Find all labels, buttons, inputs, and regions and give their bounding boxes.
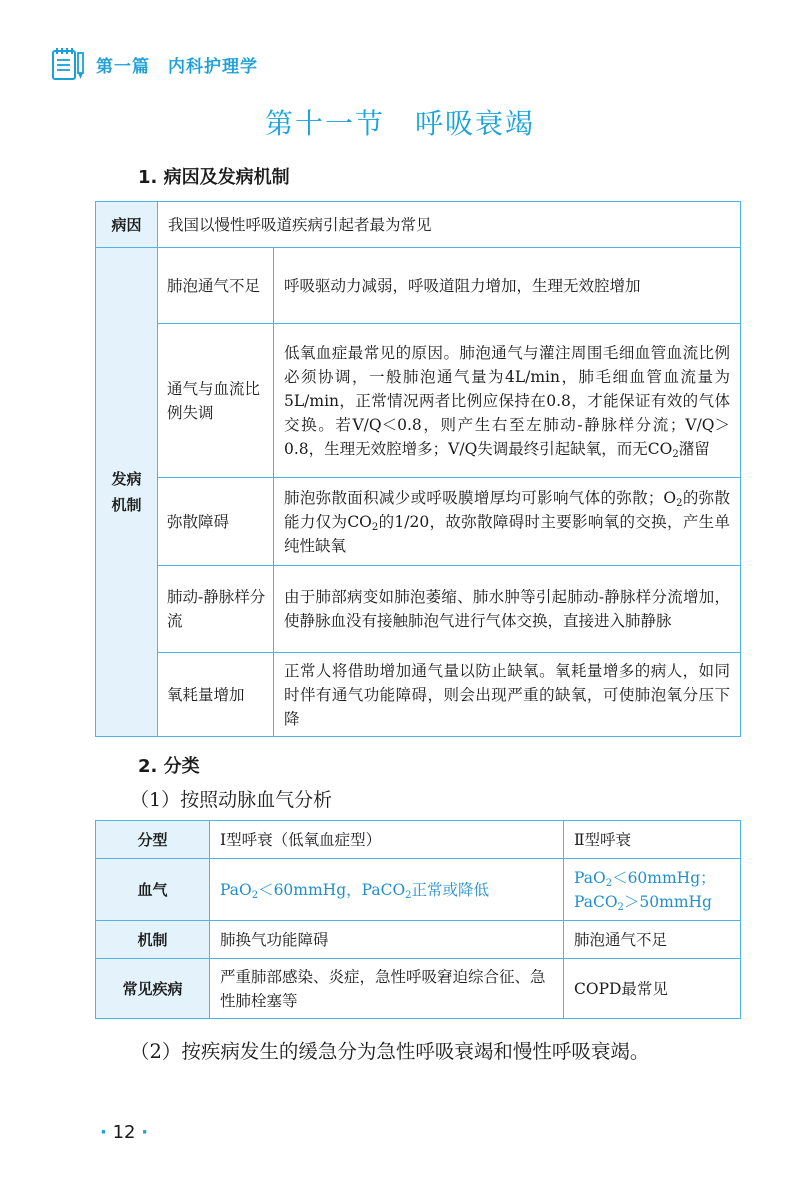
table-row bbox=[96, 566, 741, 653]
notepad-pencil-icon bbox=[50, 46, 86, 82]
row-text: 正常人将借助增加通气量以防止缺氧。氧耗量增多的病人，如同时伴有通气功能障碍，则会出现严重的缺氧，可使肺泡氧分压下降 bbox=[274, 653, 741, 737]
type2-mechanism: 肺泡通气不足 bbox=[564, 921, 741, 959]
table-row bbox=[96, 202, 741, 248]
page-number: · 12 · bbox=[100, 1122, 149, 1143]
page-number-dot-left: · bbox=[100, 1122, 107, 1143]
closing-paragraph: （2）按疾病发生的缓急分为急性呼吸衰竭和慢性呼吸衰竭。 bbox=[130, 1040, 650, 1063]
table-row bbox=[96, 248, 741, 324]
row-name: 弥散障碍 bbox=[158, 478, 274, 566]
section-heading-causes: 1. 病因及发病机制 bbox=[138, 167, 290, 188]
row-text: 由于肺部病变如肺泡萎缩、肺水肿等引起肺动-静脉样分流增加，使静脉血没有接触肺泡气进行气体交换，直接进入肺静脉 bbox=[274, 566, 741, 653]
classification-table bbox=[95, 820, 741, 1019]
type2-diseases: COPD最常见 bbox=[564, 959, 741, 1019]
blood-gas-label: 血气 bbox=[96, 859, 210, 921]
row-text: 低氧血症最常见的原因。肺泡通气与灌注周围毛细血管血流比例必须协调，一般肺泡通气量为4L/min，肺毛细血管血流量为5L/min，正常情况两者比例应保持在0.8，才能保证有效的气体交换。若V/Q＜0.8，则产生右至左肺动-静脉样分流；V/Q＞0.8，生理无效腔增多；V/Q失调最终引起缺氧，而无$CO_2$潴留 bbox=[274, 324, 741, 478]
mechanism-label: 发病机制 bbox=[96, 248, 158, 737]
mechanism-label: 机制 bbox=[96, 921, 210, 959]
table-row bbox=[96, 821, 741, 859]
type1-mechanism: 肺换气功能障碍 bbox=[210, 921, 564, 959]
header-title: 第一篇 内科护理学 bbox=[96, 56, 258, 77]
table-row bbox=[96, 324, 741, 478]
type1-diseases: 严重肺部感染、炎症，急性呼吸窘迫综合征、急性肺栓塞等 bbox=[210, 959, 564, 1019]
type1-blood-gas: PaO$_2$＜60mmHg，PaCO$_2$正常或降低 bbox=[210, 859, 564, 921]
table-row bbox=[96, 921, 741, 959]
table-row bbox=[96, 959, 741, 1019]
cause-text: 我国以慢性呼吸道疾病引起者最为常见 bbox=[158, 202, 741, 248]
row-name: 氧耗量增加 bbox=[158, 653, 274, 737]
table-row bbox=[96, 478, 741, 566]
row-name: 通气与血流比例失调 bbox=[158, 324, 274, 478]
causes-mechanism-table bbox=[95, 201, 741, 737]
running-header bbox=[50, 44, 258, 84]
row-text: 肺泡弥散面积减少或呼吸膜增厚均可影响气体的弥散；$O_2$的弥散能力仅为$CO_2$的1/20，故弥散障碍时主要影响氧的交换，产生单纯性缺氧 bbox=[274, 478, 741, 566]
type-label: 分型 bbox=[96, 821, 210, 859]
page-title: 第十一节 呼吸衰竭 bbox=[264, 107, 535, 140]
row-name: 肺泡通气不足 bbox=[158, 248, 274, 324]
type2-header: Ⅱ型呼衰 bbox=[564, 821, 741, 859]
cause-label: 病因 bbox=[96, 202, 158, 248]
page-number-dot-right: · bbox=[141, 1122, 149, 1143]
section-heading-classification: 2. 分类 bbox=[138, 756, 200, 777]
diseases-label: 常见疾病 bbox=[96, 959, 210, 1019]
type2-blood-gas: PaO$_2$＜60mmHg； PaCO$_2$＞50mmHg bbox=[564, 859, 741, 921]
table-row bbox=[96, 859, 741, 921]
row-text: 呼吸驱动力减弱，呼吸道阻力增加，生理无效腔增加 bbox=[274, 248, 741, 324]
sub-heading-blood-gas: （1）按照动脉血气分析 bbox=[130, 789, 333, 811]
type1-header: Ⅰ型呼衰（低氧血症型） bbox=[210, 821, 564, 859]
row-name: 肺动-静脉样分流 bbox=[158, 566, 274, 653]
table-row bbox=[96, 653, 741, 737]
